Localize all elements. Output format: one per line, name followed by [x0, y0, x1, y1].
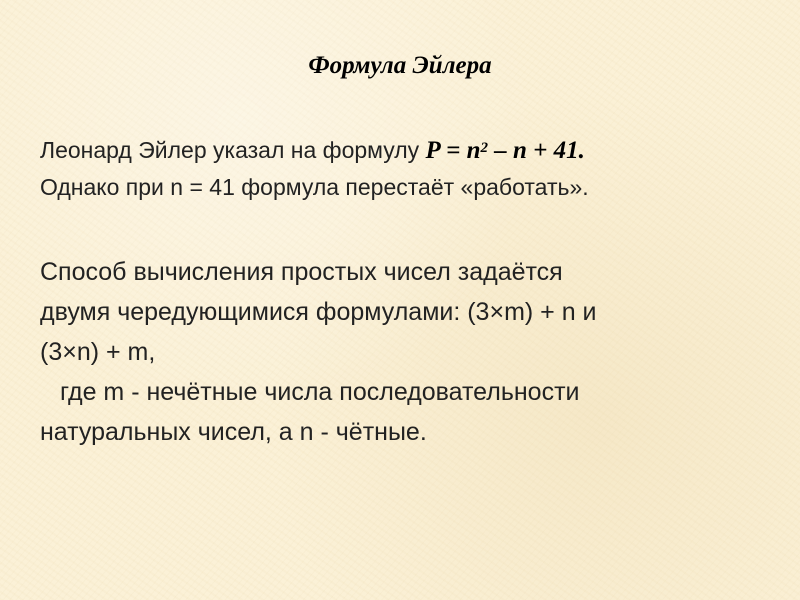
paragraph2-line: где m - нечётные числа последовательности — [60, 378, 580, 406]
paragraph2-line: Способ вычисления простых чисел задаётся — [40, 258, 563, 286]
paragraph1-line1 — [40, 132, 780, 169]
paragraph1-line2: Однако при n = 41 формула перестаёт «работать». — [40, 174, 589, 200]
prime-method-paragraph — [40, 252, 770, 452]
euler-formula — [426, 137, 585, 164]
formula-start: P = n — [425, 137, 481, 164]
paragraph1-line1-text: Леонард Эйлер указал на формулу — [40, 137, 426, 163]
formula-exponent: 2 — [480, 140, 489, 156]
euler-formula-paragraph — [40, 132, 780, 205]
paragraph2-line: натуральных чисел, а n - чётные. — [40, 418, 427, 446]
slide-title: Формула Эйлера — [308, 52, 492, 79]
formula-end: – n + 41. — [488, 137, 585, 164]
paragraph2-line: (3×n) + m, — [40, 338, 156, 366]
paragraph2-line: двумя чередующимися формулами: (3×m) + n и — [40, 298, 597, 326]
